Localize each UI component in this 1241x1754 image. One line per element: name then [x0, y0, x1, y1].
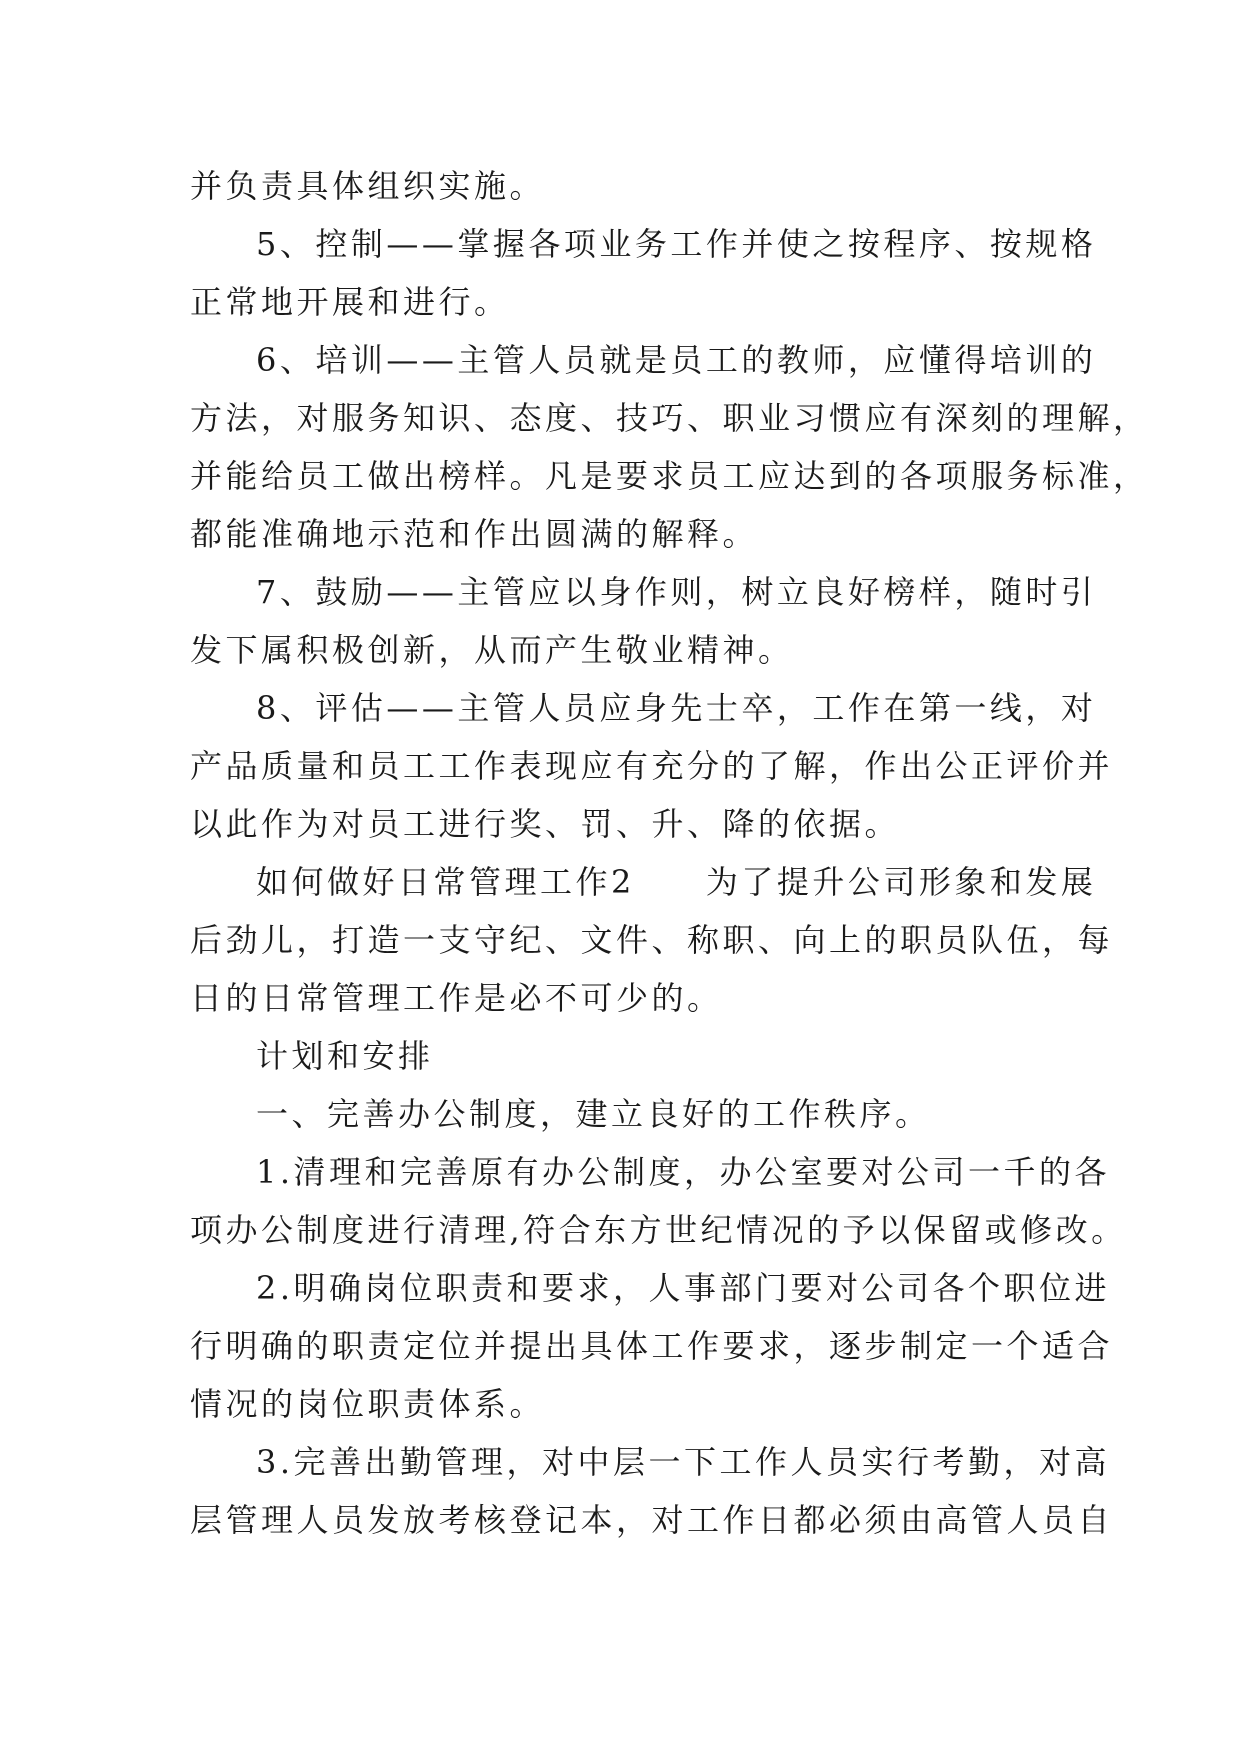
text-line: 5、控制——掌握各项业务工作并使之按程序、按规格 — [256, 225, 1097, 263]
text-line: 层管理人员发放考核登记本，对工作日都必须由高管人员自 — [190, 1501, 1114, 1539]
text-line: 产品质量和员工工作表现应有充分的了解，作出公正评价并 — [190, 747, 1114, 785]
text-line: 日的日常管理工作是必不可少的。 — [190, 979, 723, 1017]
text-line: 发下属积极创新，从而产生敬业精神。 — [190, 631, 794, 669]
text-line: 一、完善办公制度，建立良好的工作秩序。 — [256, 1095, 931, 1133]
text-line: 计划和安排 — [256, 1037, 434, 1075]
text-line: 以此作为对员工进行奖、罚、升、降的依据。 — [190, 805, 901, 843]
text-line: 并负责具体组织实施。 — [190, 167, 546, 205]
text-line: 6、培训——主管人员就是员工的教师，应懂得培训的 — [256, 341, 1097, 379]
text-line: 项办公制度进行清理,符合东方世纪情况的予以保留或修改。 — [190, 1211, 1127, 1249]
document-body — [190, 157, 1149, 1549]
text-line: 后劲儿，打造一支守纪、文件、称职、向上的职员队伍，每 — [190, 921, 1114, 959]
text-line: 方法，对服务知识、态度、技巧、职业习惯应有深刻的理解， — [190, 399, 1149, 437]
text-line: 8、评估——主管人员应身先士卒，工作在第一线，对 — [256, 689, 1097, 727]
text-line: 都能准确地示范和作出圆满的解释。 — [190, 515, 759, 553]
text-line: 并能给员工做出榜样。凡是要求员工应达到的各项服务标准， — [190, 457, 1149, 495]
text-line: 3.完善出勤管理，对中层一下工作人员实行考勤，对高 — [256, 1443, 1111, 1481]
text-line: 如何做好日常管理工作2 为了提升公司形象和发展 — [256, 863, 1097, 901]
text-line: 1.清理和完善原有办公制度，办公室要对公司一千的各 — [256, 1153, 1111, 1191]
text-line: 正常地开展和进行。 — [190, 283, 510, 321]
text-line: 情况的岗位职责体系。 — [190, 1385, 546, 1423]
text-line: 7、鼓励——主管应以身作则，树立良好榜样，随时引 — [256, 573, 1097, 611]
text-line: 行明确的职责定位并提出具体工作要求，逐步制定一个适合 — [190, 1327, 1114, 1365]
text-line: 2.明确岗位职责和要求，人事部门要对公司各个职位进 — [256, 1269, 1111, 1307]
